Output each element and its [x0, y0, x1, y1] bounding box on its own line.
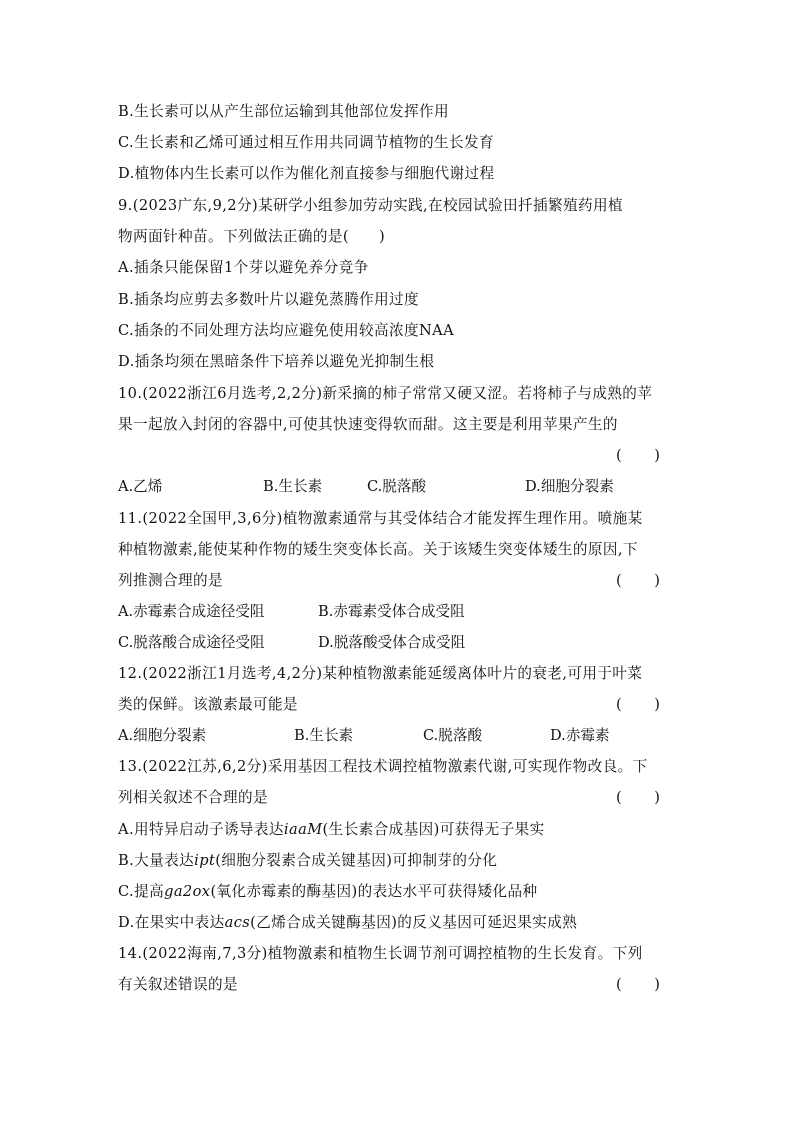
q10-option-d: D.细胞分裂素 — [525, 478, 614, 495]
answer-bracket: ( ) — [615, 789, 674, 806]
q10-option-b: B.生长素 — [263, 478, 323, 495]
q10-stem-line2: 果一起放入封闭的容器中,可使其快速变得软而甜。这主要是利用苹果产生的 — [118, 416, 618, 433]
q9-stem-line2: 物两面针种苗。下列做法正确的是( ) — [118, 228, 386, 245]
q11-option-c: C.脱落酸合成途径受阻 — [118, 634, 265, 651]
q13-stem-line1: 13.(2022江苏,6,2分)采用基因工程技术调控植物激素代谢,可实现作物改良。下 — [118, 758, 648, 775]
q10-options-row — [118, 477, 674, 497]
q8-option-c: C.生长素和乙烯可通过相互作用共同调节植物的生长发育 — [118, 134, 494, 151]
q11-stem-line2: 种植物激素,能使某种作物的矮生突变体长高。关于该矮生突变体矮生的原因,下 — [118, 541, 638, 558]
answer-bracket: ( ) — [615, 696, 674, 713]
q12-option-c: C.脱落酸 — [423, 727, 483, 744]
answer-bracket: ( ) — [615, 976, 674, 993]
q9-option-a: A.插条只能保留1个芽以避免养分竞争 — [118, 259, 369, 276]
gene-name: ipt — [194, 852, 216, 869]
q13-stem-line2: 列相关叙述不合理的是 ( ) — [118, 789, 674, 806]
q13-option-c: C.提高ga2ox(氧化赤霉素的酶基因)的表达水平可获得矮化品种 — [118, 883, 538, 900]
q10-stem-line1: 10.(2022浙江6月选考,2,2分)新采摘的柿子常常又硬又涩。若将柿子与成熟的苹 — [118, 385, 653, 402]
gene-name: iaaM — [283, 821, 323, 838]
q12-option-d: D.赤霉素 — [550, 727, 610, 744]
q10-option-c: C.脱落酸 — [367, 478, 427, 495]
q14-stem-line2: 有关叙述错误的是 ( ) — [118, 976, 674, 993]
q11-options-row1 — [118, 602, 674, 622]
answer-bracket: ( ) — [615, 447, 674, 464]
q8-option-b: B.生长素可以从产生部位运输到其他部位发挥作用 — [118, 103, 450, 120]
q12-option-a: A.细胞分裂素 — [118, 727, 207, 744]
q11-option-d: D.脱落酸受体合成受阻 — [318, 634, 466, 651]
q9-option-b: B.插条均应剪去多数叶片以避免蒸腾作用过度 — [118, 291, 420, 308]
q11-options-row2 — [118, 633, 674, 653]
q9-stem-line1: 9.(2023广东,9,2分)某研学小组参加劳动实践,在校园试验田扦插繁殖药用植 — [118, 197, 623, 214]
q8-option-d: D.植物体内生长素可以作为催化剂直接参与细胞代谢过程 — [118, 165, 495, 182]
gene-name: ga2ox — [164, 883, 211, 900]
q13-option-d: D.在果实中表达acs(乙烯合成关键酶基因)的反义基因可延迟果实成熟 — [118, 914, 578, 931]
q10-option-a: A.乙烯 — [118, 478, 163, 495]
q12-options-row — [118, 726, 674, 746]
q9-option-d: D.插条均须在黑暗条件下培养以避免光抑制生根 — [118, 353, 435, 370]
q10-answer-row — [118, 446, 674, 466]
q9-option-c: C.插条的不同处理方法均应避免使用较高浓度NAA — [118, 322, 455, 339]
q12-option-b: B.生长素 — [294, 727, 354, 744]
q11-option-a: A.赤霉素合成途径受阻 — [118, 603, 265, 620]
q12-stem-line1: 12.(2022浙江1月选考,4,2分)某种植物激素能延缓离体叶片的衰老,可用于叶菜 — [118, 665, 643, 682]
q14-stem-line1: 14.(2022海南,7,3分)植物激素和植物生长调节剂可调控植物的生长发育。下列 — [118, 945, 643, 962]
q11-stem-line1: 11.(2022全国甲,3,6分)植物激素通常与其受体结合才能发挥生理作用。喷施某 — [118, 510, 643, 527]
q13-option-a: A.用特异启动子诱导表达iaaM(生长素合成基因)可获得无子果实 — [118, 821, 545, 838]
gene-name: acs — [224, 914, 251, 931]
q11-stem-line3: 列推测合理的是 ( ) — [118, 572, 674, 589]
q12-stem-line2: 类的保鲜。该激素最可能是 ( ) — [118, 696, 674, 713]
q13-option-b: B.大量表达ipt(细胞分裂素合成关键基因)可抑制芽的分化 — [118, 852, 498, 869]
q11-option-b: B.赤霉素受体合成受阻 — [318, 603, 465, 620]
answer-bracket: ( ) — [615, 572, 674, 589]
